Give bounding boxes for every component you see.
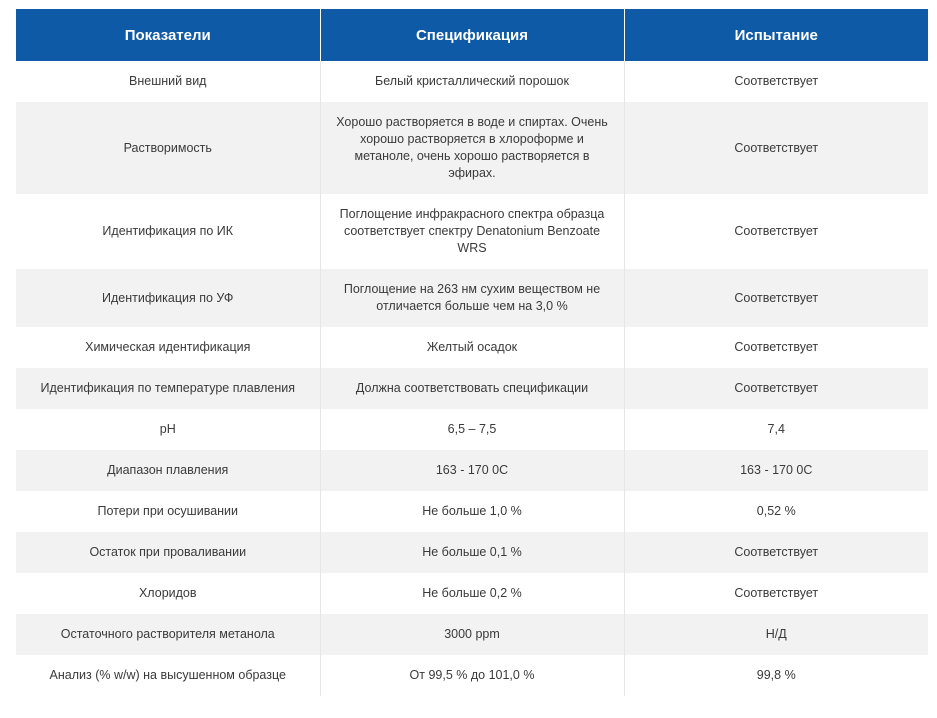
table-row — [16, 269, 928, 327]
table-row — [16, 368, 928, 409]
cell-parameter: Идентификация по температуре плавления — [16, 368, 320, 409]
cell-specification: От 99,5 % до 101,0 % — [320, 655, 624, 696]
cell-parameter: Растворимость — [16, 102, 320, 194]
table-row — [16, 450, 928, 491]
table-row — [16, 194, 928, 269]
cell-result: 0,52 % — [624, 491, 928, 532]
table-row — [16, 327, 928, 368]
table-row — [16, 491, 928, 532]
cell-result: Соответствует — [624, 102, 928, 194]
cell-specification: Не больше 0,1 % — [320, 532, 624, 573]
cell-result: Соответствует — [624, 269, 928, 327]
cell-result: Соответствует — [624, 327, 928, 368]
header-parameters: Показатели — [16, 9, 320, 61]
cell-specification: Поглощение на 263 нм сухим веществом не отличается больше чем на 3,0 % — [320, 269, 624, 327]
cell-parameter: Остаточного растворителя метанола — [16, 614, 320, 655]
table-row — [16, 102, 928, 194]
cell-result: Н/Д — [624, 614, 928, 655]
table-row — [16, 655, 928, 696]
spec-table — [16, 9, 928, 696]
cell-specification: 6,5 – 7,5 — [320, 409, 624, 450]
cell-result: Соответствует — [624, 368, 928, 409]
cell-result: Соответствует — [624, 194, 928, 269]
table-row — [16, 409, 928, 450]
cell-parameter: Анализ (% w/w) на высушенном образце — [16, 655, 320, 696]
table-row — [16, 61, 928, 102]
cell-parameter: pH — [16, 409, 320, 450]
cell-parameter: Идентификация по ИК — [16, 194, 320, 269]
cell-specification: Белый кристаллический порошок — [320, 61, 624, 102]
table-row — [16, 614, 928, 655]
cell-parameter: Хлоридов — [16, 573, 320, 614]
cell-specification: 3000 ppm — [320, 614, 624, 655]
cell-result: Соответствует — [624, 532, 928, 573]
cell-specification: Не больше 0,2 % — [320, 573, 624, 614]
header-test: Испытание — [624, 9, 928, 61]
cell-result: 99,8 % — [624, 655, 928, 696]
table-header — [16, 9, 928, 61]
table-row — [16, 532, 928, 573]
table-body — [16, 61, 928, 696]
header-specification: Спецификация — [320, 9, 624, 61]
cell-result: 163 - 170 0C — [624, 450, 928, 491]
cell-specification: Желтый осадок — [320, 327, 624, 368]
cell-result: Соответствует — [624, 61, 928, 102]
cell-specification: 163 - 170 0C — [320, 450, 624, 491]
cell-parameter: Идентификация по УФ — [16, 269, 320, 327]
cell-parameter: Остаток при проваливании — [16, 532, 320, 573]
spec-table-container — [16, 9, 928, 696]
cell-parameter: Внешний вид — [16, 61, 320, 102]
cell-parameter: Потери при осушивании — [16, 491, 320, 532]
cell-specification: Не больше 1,0 % — [320, 491, 624, 532]
table-row — [16, 573, 928, 614]
cell-result: 7,4 — [624, 409, 928, 450]
cell-specification: Должна соответствовать спецификации — [320, 368, 624, 409]
cell-result: Соответствует — [624, 573, 928, 614]
cell-specification: Поглощение инфракрасного спектра образца соответствует спектру Denatonium Benzoate WRS — [320, 194, 624, 269]
cell-parameter: Диапазон плавления — [16, 450, 320, 491]
cell-specification: Хорошо растворяется в воде и спиртах. Очень хорошо растворяется в хлороформе и метаноле, очень хорошо растворяется в эфирах. — [320, 102, 624, 194]
header-row — [16, 9, 928, 61]
cell-parameter: Химическая идентификация — [16, 327, 320, 368]
